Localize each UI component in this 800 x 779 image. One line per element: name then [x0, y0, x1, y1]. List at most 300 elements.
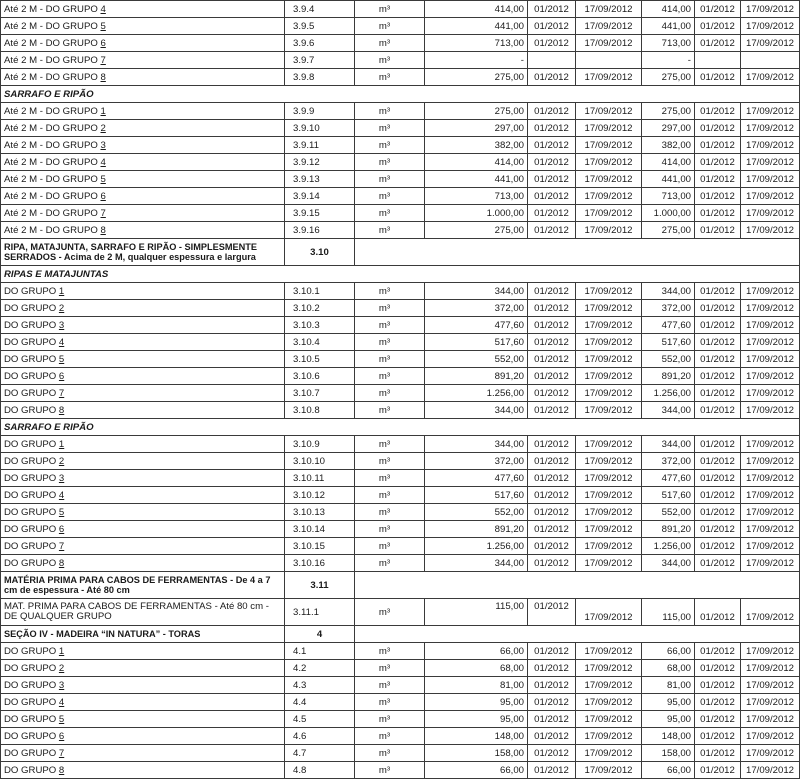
reference-date: 17/09/2012	[576, 436, 642, 453]
item-unit: m³	[355, 137, 425, 154]
reference-date: 17/09/2012	[576, 762, 642, 779]
item-description	[1, 677, 285, 694]
reference-month-2: 01/2012	[695, 677, 741, 694]
item-code: 3.9.9	[285, 103, 355, 120]
item-unit: m³	[355, 402, 425, 419]
item-code: 3.10.12	[285, 487, 355, 504]
item-code: 3.10.1	[285, 283, 355, 300]
item-label: Até 2 M - DO GRUPO	[4, 190, 101, 202]
item-unit: m³	[355, 555, 425, 572]
item-unit: m³	[355, 762, 425, 779]
reference-month-2: 01/2012	[695, 728, 741, 745]
table-row	[1, 677, 800, 694]
reference-date-2: 17/09/2012	[741, 402, 800, 419]
reference-month: 01/2012	[528, 538, 576, 555]
reference-date: 17/09/2012	[576, 487, 642, 504]
item-label: Até 2 M - DO GRUPO	[4, 3, 101, 15]
item-unit: m³	[355, 18, 425, 35]
reference-month-2: 01/2012	[695, 385, 741, 402]
table-row	[1, 334, 800, 351]
item-label: DO GRUPO	[4, 557, 59, 569]
item-unit: m³	[355, 103, 425, 120]
group-number: 6	[58, 523, 65, 535]
table-row	[1, 137, 800, 154]
item-unit: m³	[355, 487, 425, 504]
price-value: 477,60	[425, 470, 528, 487]
reference-date-2: 17/09/2012	[741, 35, 800, 52]
table-body	[1, 1, 800, 779]
reference-date: 17/09/2012	[576, 745, 642, 762]
table-row	[1, 711, 800, 728]
item-unit: m³	[355, 677, 425, 694]
item-description	[1, 436, 285, 453]
price-value: 66,00	[425, 643, 528, 660]
item-unit: m³	[355, 222, 425, 239]
reference-date: 17/09/2012	[576, 120, 642, 137]
reference-date-2: 17/09/2012	[741, 745, 800, 762]
reference-month-2: 01/2012	[695, 18, 741, 35]
price-value: 517,60	[425, 334, 528, 351]
reference-date: 17/09/2012	[576, 368, 642, 385]
reference-month: 01/2012	[528, 317, 576, 334]
price-value: 158,00	[425, 745, 528, 762]
item-unit: m³	[355, 351, 425, 368]
reference-date-2: 17/09/2012	[741, 694, 800, 711]
item-description	[1, 694, 285, 711]
table-row	[1, 171, 800, 188]
item-code: 3.10.14	[285, 521, 355, 538]
reference-date: 17/09/2012	[576, 171, 642, 188]
price-value-2: 891,20	[642, 521, 695, 538]
group-number: 5	[58, 713, 65, 725]
group-number: 6	[58, 730, 65, 742]
reference-date: 17/09/2012	[576, 385, 642, 402]
reference-date-2: 17/09/2012	[741, 368, 800, 385]
reference-date: 17/09/2012	[576, 521, 642, 538]
item-label: DO GRUPO	[4, 472, 59, 484]
reference-month: 01/2012	[528, 694, 576, 711]
reference-date-2: 17/09/2012	[741, 677, 800, 694]
group-number: 8	[100, 71, 106, 83]
price-value-2: 713,00	[642, 188, 695, 205]
item-description	[1, 385, 285, 402]
reference-date-2: 17/09/2012	[741, 1, 800, 18]
group-number: 1	[58, 438, 65, 450]
item-code: 3.10.16	[285, 555, 355, 572]
item-unit: m³	[355, 711, 425, 728]
price-value: 414,00	[425, 154, 528, 171]
group-number: 3	[100, 139, 106, 151]
reference-date-2: 17/09/2012	[741, 711, 800, 728]
group-number: 7	[100, 54, 106, 66]
table-row	[1, 222, 800, 239]
reference-date-2: 17/09/2012	[741, 436, 800, 453]
price-value-2: 477,60	[642, 317, 695, 334]
reference-month: 01/2012	[528, 555, 576, 572]
reference-date: 17/09/2012	[576, 205, 642, 222]
subsection-title: SARRAFO E RIPÃO	[1, 86, 800, 103]
item-label: DO GRUPO	[4, 455, 59, 467]
subsection-header-row	[1, 266, 800, 283]
item-code: 4.6	[285, 728, 355, 745]
reference-date-2: 17/09/2012	[741, 317, 800, 334]
reference-month: 01/2012	[528, 470, 576, 487]
reference-date-2: 17/09/2012	[741, 504, 800, 521]
price-value: -	[425, 52, 528, 69]
item-description	[1, 555, 285, 572]
reference-date-2: 17/09/2012	[741, 487, 800, 504]
group-number: 8	[58, 764, 65, 776]
reference-date: 17/09/2012	[576, 453, 642, 470]
group-number: 5	[58, 506, 65, 518]
reference-month: 01/2012	[528, 745, 576, 762]
item-unit: m³	[355, 660, 425, 677]
item-code: 3.10.2	[285, 300, 355, 317]
price-value-2: 95,00	[642, 711, 695, 728]
price-value-2: 1.256,00	[642, 538, 695, 555]
reference-month: 01/2012	[528, 154, 576, 171]
item-code: 3.10.15	[285, 538, 355, 555]
table-row	[1, 385, 800, 402]
section-title: RIPA, MATAJUNTA, SARRAFO E RIPÃO - SIMPLESMENTE SERRADOS - Acima de 2 M, qualquer espessura e largura	[1, 239, 285, 266]
price-value-2: 344,00	[642, 402, 695, 419]
table-row	[1, 52, 800, 69]
price-value: 382,00	[425, 137, 528, 154]
group-number: 2	[58, 302, 65, 314]
item-unit: m³	[355, 694, 425, 711]
table-row	[1, 487, 800, 504]
table-row	[1, 599, 800, 626]
item-description	[1, 402, 285, 419]
price-value-2: 891,20	[642, 368, 695, 385]
reference-date-2: 17/09/2012	[741, 599, 800, 626]
item-unit: m³	[355, 69, 425, 86]
reference-month: 01/2012	[528, 69, 576, 86]
item-code: 4.7	[285, 745, 355, 762]
reference-date: 17/09/2012	[576, 317, 642, 334]
item-label: Até 2 M - DO GRUPO	[4, 20, 101, 32]
table-row	[1, 300, 800, 317]
item-description	[1, 300, 285, 317]
item-code: 4.4	[285, 694, 355, 711]
reference-month: 01/2012	[528, 728, 576, 745]
group-number: 3	[58, 679, 65, 691]
reference-month-2: 01/2012	[695, 660, 741, 677]
reference-month: 01/2012	[528, 120, 576, 137]
group-number: 4	[58, 489, 65, 501]
price-value: 477,60	[425, 317, 528, 334]
item-description	[1, 643, 285, 660]
price-value: 81,00	[425, 677, 528, 694]
reference-date	[576, 52, 642, 69]
reference-date: 17/09/2012	[576, 334, 642, 351]
item-unit: m³	[355, 521, 425, 538]
price-value-2: 441,00	[642, 171, 695, 188]
item-unit: m³	[355, 205, 425, 222]
price-value-2: 1.256,00	[642, 385, 695, 402]
item-label: DO GRUPO	[4, 747, 59, 759]
item-description	[1, 283, 285, 300]
reference-date: 17/09/2012	[576, 677, 642, 694]
item-code: 4.3	[285, 677, 355, 694]
table-row	[1, 368, 800, 385]
item-code: 3.11.1	[285, 599, 355, 626]
reference-date-2: 17/09/2012	[741, 120, 800, 137]
item-code: 3.10.13	[285, 504, 355, 521]
price-value-2: 275,00	[642, 69, 695, 86]
price-value: 517,60	[425, 487, 528, 504]
item-unit: m³	[355, 120, 425, 137]
reference-month-2: 01/2012	[695, 504, 741, 521]
price-value-2: 275,00	[642, 103, 695, 120]
price-value: 115,00	[425, 599, 528, 626]
price-value-2: 158,00	[642, 745, 695, 762]
reference-month-2: 01/2012	[695, 171, 741, 188]
item-label: Até 2 M - DO GRUPO	[4, 122, 101, 134]
price-value: 95,00	[425, 694, 528, 711]
reference-date-2: 17/09/2012	[741, 453, 800, 470]
reference-date: 17/09/2012	[576, 470, 642, 487]
reference-date-2: 17/09/2012	[741, 762, 800, 779]
reference-date: 17/09/2012	[576, 300, 642, 317]
group-number: 7	[58, 540, 65, 552]
item-description	[1, 745, 285, 762]
item-label: DO GRUPO	[4, 302, 59, 314]
item-label: Até 2 M - DO GRUPO	[4, 139, 101, 151]
price-value-2: 66,00	[642, 643, 695, 660]
reference-month	[528, 52, 576, 69]
table-row	[1, 35, 800, 52]
item-unit: m³	[355, 368, 425, 385]
item-unit: m³	[355, 599, 425, 626]
item-unit: m³	[355, 1, 425, 18]
reference-date: 17/09/2012	[576, 103, 642, 120]
reference-date: 17/09/2012	[576, 538, 642, 555]
reference-month-2: 01/2012	[695, 69, 741, 86]
reference-month: 01/2012	[528, 205, 576, 222]
reference-month: 01/2012	[528, 504, 576, 521]
item-description	[1, 69, 285, 86]
section-header-row	[1, 626, 800, 643]
reference-month-2: 01/2012	[695, 436, 741, 453]
reference-date: 17/09/2012	[576, 1, 642, 18]
subsection-header-row	[1, 419, 800, 436]
group-number: 2	[58, 662, 65, 674]
price-value-2: 275,00	[642, 222, 695, 239]
item-unit: m³	[355, 453, 425, 470]
reference-date-2: 17/09/2012	[741, 137, 800, 154]
reference-date-2: 17/09/2012	[741, 470, 800, 487]
group-number: 5	[100, 173, 106, 185]
reference-month: 01/2012	[528, 188, 576, 205]
item-unit: m³	[355, 538, 425, 555]
price-value: 713,00	[425, 188, 528, 205]
price-value: 344,00	[425, 555, 528, 572]
item-description	[1, 599, 285, 626]
price-value-2: 517,60	[642, 334, 695, 351]
reference-month: 01/2012	[528, 334, 576, 351]
reference-date-2	[741, 52, 800, 69]
reference-month-2: 01/2012	[695, 35, 741, 52]
table-row	[1, 18, 800, 35]
table-row	[1, 283, 800, 300]
price-value: 1.256,00	[425, 385, 528, 402]
reference-month-2: 01/2012	[695, 745, 741, 762]
reference-month-2: 01/2012	[695, 351, 741, 368]
item-label: DO GRUPO	[4, 319, 59, 331]
item-description	[1, 137, 285, 154]
price-value-2: 297,00	[642, 120, 695, 137]
reference-month: 01/2012	[528, 18, 576, 35]
reference-date-2: 17/09/2012	[741, 643, 800, 660]
reference-month: 01/2012	[528, 660, 576, 677]
item-unit: m³	[355, 154, 425, 171]
item-description	[1, 728, 285, 745]
table-row	[1, 188, 800, 205]
item-code: 3.10.3	[285, 317, 355, 334]
item-label: DO GRUPO	[4, 645, 59, 657]
reference-date: 17/09/2012	[576, 402, 642, 419]
section-filler	[355, 239, 800, 266]
item-description	[1, 52, 285, 69]
item-label: Até 2 M - DO GRUPO	[4, 105, 101, 117]
price-value-2: 372,00	[642, 453, 695, 470]
group-number: 8	[58, 404, 65, 416]
group-number: 5	[58, 353, 65, 365]
price-value: 552,00	[425, 504, 528, 521]
price-value: 344,00	[425, 436, 528, 453]
reference-date: 17/09/2012	[576, 154, 642, 171]
item-code: 3.10.11	[285, 470, 355, 487]
item-description	[1, 154, 285, 171]
item-code: 3.10.8	[285, 402, 355, 419]
group-number: 6	[100, 190, 106, 202]
reference-month: 01/2012	[528, 222, 576, 239]
section-code: 3.10	[285, 239, 355, 266]
price-value-2: 344,00	[642, 283, 695, 300]
item-description	[1, 521, 285, 538]
group-number: 1	[100, 105, 106, 117]
price-value-2: -	[642, 52, 695, 69]
reference-month: 01/2012	[528, 711, 576, 728]
reference-month: 01/2012	[528, 351, 576, 368]
price-value-2: 68,00	[642, 660, 695, 677]
item-description	[1, 762, 285, 779]
item-label: Até 2 M - DO GRUPO	[4, 71, 101, 83]
reference-month-2: 01/2012	[695, 643, 741, 660]
group-number: 4	[58, 336, 65, 348]
item-code: 3.9.15	[285, 205, 355, 222]
item-label: DO GRUPO	[4, 679, 59, 691]
item-description	[1, 222, 285, 239]
reference-date-2: 17/09/2012	[741, 18, 800, 35]
reference-month-2: 01/2012	[695, 188, 741, 205]
reference-month-2: 01/2012	[695, 487, 741, 504]
reference-month: 01/2012	[528, 402, 576, 419]
reference-month: 01/2012	[528, 677, 576, 694]
item-unit: m³	[355, 728, 425, 745]
reference-month-2: 01/2012	[695, 711, 741, 728]
group-number: 7	[100, 207, 106, 219]
reference-month-2: 01/2012	[695, 538, 741, 555]
item-label: DO GRUPO	[4, 713, 59, 725]
reference-date-2: 17/09/2012	[741, 555, 800, 572]
item-code: 4.5	[285, 711, 355, 728]
price-value: 344,00	[425, 283, 528, 300]
table-row	[1, 154, 800, 171]
reference-date: 17/09/2012	[576, 504, 642, 521]
reference-month-2: 01/2012	[695, 521, 741, 538]
price-value: 148,00	[425, 728, 528, 745]
item-code: 3.10.4	[285, 334, 355, 351]
item-description	[1, 351, 285, 368]
table-row	[1, 436, 800, 453]
item-description	[1, 188, 285, 205]
item-label: DO GRUPO	[4, 336, 59, 348]
item-description	[1, 317, 285, 334]
price-value: 297,00	[425, 120, 528, 137]
table-row	[1, 205, 800, 222]
reference-month-2: 01/2012	[695, 762, 741, 779]
reference-month: 01/2012	[528, 453, 576, 470]
table-row	[1, 538, 800, 555]
item-description	[1, 487, 285, 504]
group-number: 8	[58, 557, 65, 569]
reference-date-2: 17/09/2012	[741, 171, 800, 188]
item-label: DO GRUPO	[4, 764, 59, 776]
reference-month-2: 01/2012	[695, 154, 741, 171]
group-number: 4	[100, 156, 106, 168]
reference-month: 01/2012	[528, 137, 576, 154]
reference-month: 01/2012	[528, 762, 576, 779]
item-description	[1, 103, 285, 120]
reference-month: 01/2012	[528, 521, 576, 538]
reference-month: 01/2012	[528, 487, 576, 504]
section-code: 3.11	[285, 572, 355, 599]
item-label: DO GRUPO	[4, 438, 59, 450]
item-code: 3.9.5	[285, 18, 355, 35]
reference-month-2: 01/2012	[695, 103, 741, 120]
table-row	[1, 69, 800, 86]
reference-date: 17/09/2012	[576, 351, 642, 368]
table-row	[1, 1, 800, 18]
reference-month: 01/2012	[528, 599, 576, 626]
item-code: 3.9.8	[285, 69, 355, 86]
item-label: DO GRUPO	[4, 696, 59, 708]
reference-month: 01/2012	[528, 300, 576, 317]
reference-date: 17/09/2012	[576, 555, 642, 572]
group-number: 6	[100, 37, 106, 49]
item-unit: m³	[355, 470, 425, 487]
price-value-2: 552,00	[642, 504, 695, 521]
item-unit: m³	[355, 300, 425, 317]
price-value: 95,00	[425, 711, 528, 728]
item-code: 3.9.4	[285, 1, 355, 18]
price-value: 275,00	[425, 222, 528, 239]
reference-month: 01/2012	[528, 643, 576, 660]
item-label: Até 2 M - DO GRUPO	[4, 156, 101, 168]
item-unit: m³	[355, 385, 425, 402]
item-unit: m³	[355, 52, 425, 69]
reference-month-2: 01/2012	[695, 137, 741, 154]
reference-month-2: 01/2012	[695, 694, 741, 711]
group-number: 3	[58, 319, 65, 331]
reference-date-2: 17/09/2012	[741, 154, 800, 171]
price-value: 275,00	[425, 69, 528, 86]
price-value: 66,00	[425, 762, 528, 779]
table-row	[1, 317, 800, 334]
reference-month-2: 01/2012	[695, 368, 741, 385]
